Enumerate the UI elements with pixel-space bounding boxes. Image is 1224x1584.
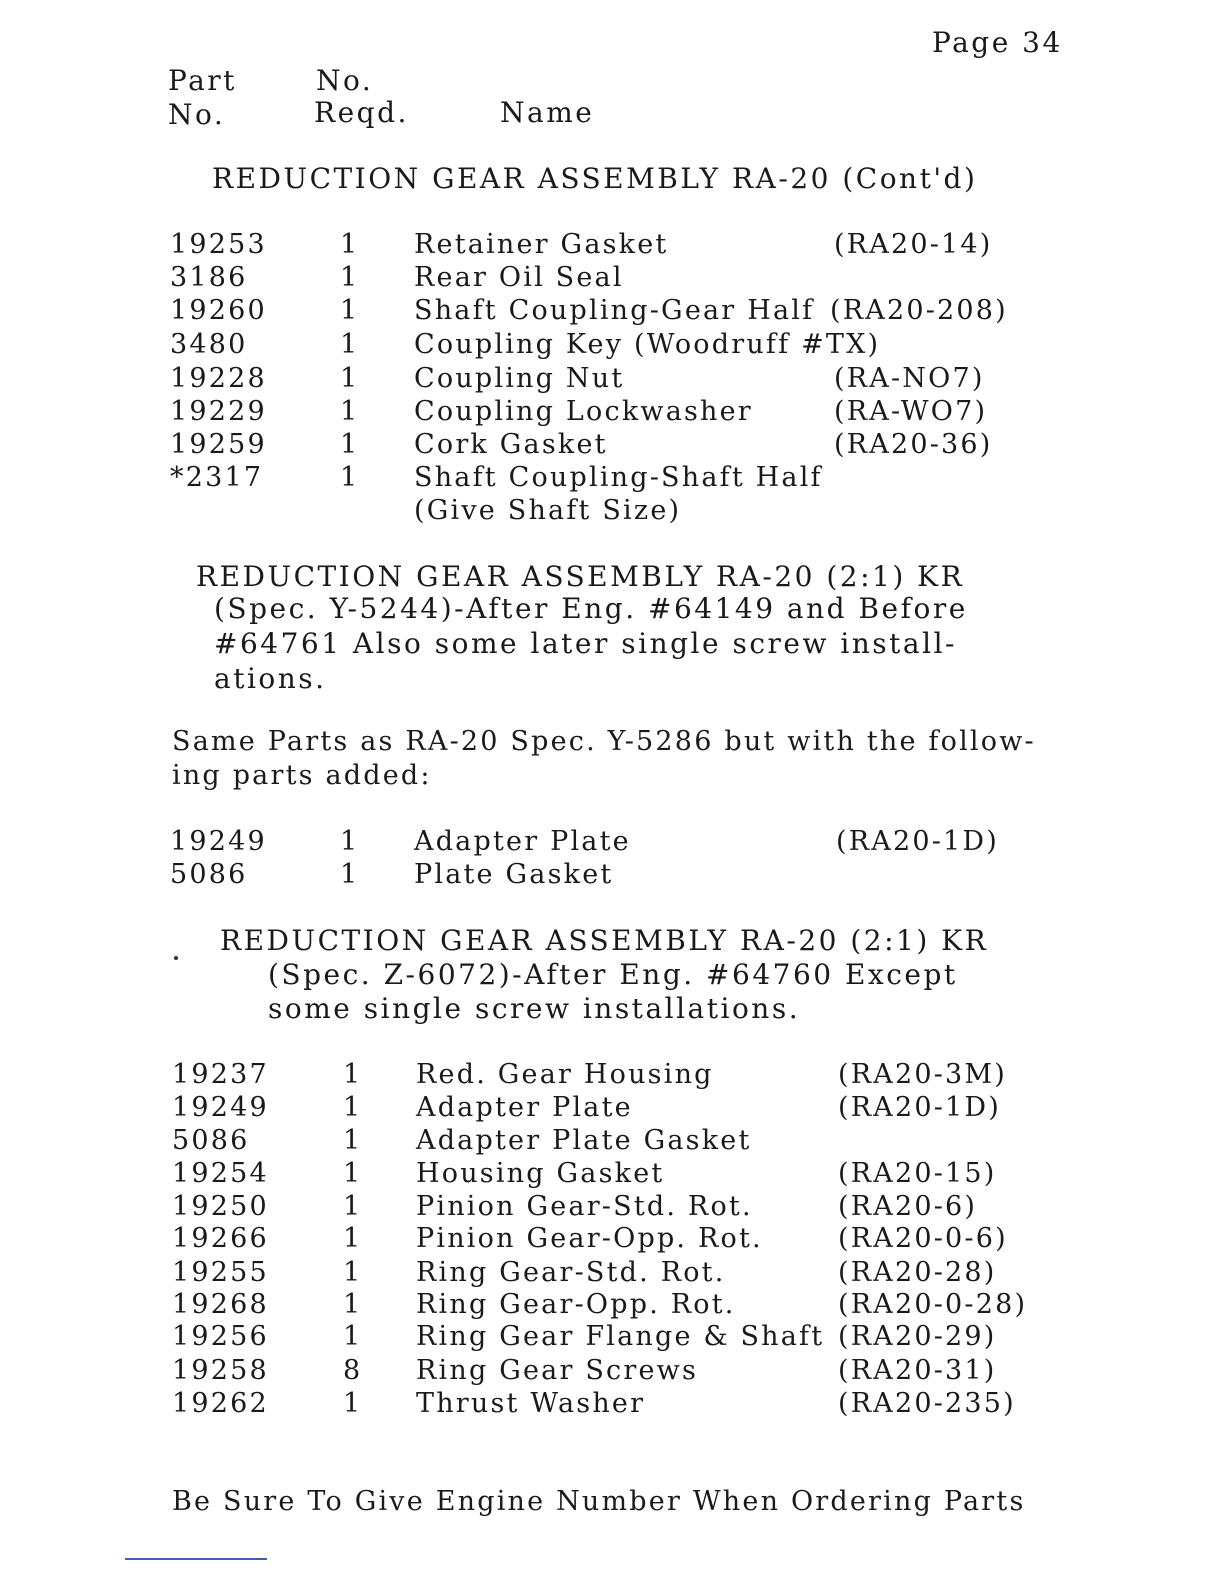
header-part-line1: Part <box>168 64 237 97</box>
section3-title-line: REDUCTION GEAR ASSEMBLY RA-20 (2:1) KR <box>220 924 989 957</box>
footer-note: Be Sure To Give Engine Number When Ordering Parts <box>172 1486 1026 1517</box>
reference-code: (RA20-28) <box>838 1257 997 1288</box>
part-number: 19255 <box>172 1257 269 1288</box>
part-name: Rear Oil Seal <box>414 262 624 293</box>
table-row <box>0 825 1224 858</box>
header-name: Name <box>500 96 595 129</box>
quantity: 1 <box>340 429 360 460</box>
section3-title-line: (Spec. Z-6072)-After Eng. #64760 Except <box>268 958 958 991</box>
part-name: Coupling Nut <box>414 363 625 394</box>
quantity: 1 <box>340 262 360 293</box>
reference-code: (RA20-14) <box>834 229 993 260</box>
part-name: Cork Gasket <box>414 429 608 460</box>
header-reqd-line2: Reqd. <box>314 96 409 129</box>
reference-code: (RA20-208) <box>830 295 1008 326</box>
table-row <box>0 362 1224 395</box>
part-number: 19268 <box>172 1289 269 1320</box>
page-edge-line <box>125 1558 267 1560</box>
part-name: Ring Gear-Opp. Rot. <box>416 1289 736 1320</box>
section2-title-line: (Spec. Y-5244)-After Eng. #64149 and Before <box>214 592 968 625</box>
part-number: 19266 <box>172 1223 269 1254</box>
header-part-line2: No. <box>168 98 226 131</box>
part-name: Shaft Coupling-Gear Half <box>414 295 815 326</box>
table-row <box>0 1256 1224 1289</box>
quantity: 1 <box>340 859 360 890</box>
quantity: 1 <box>343 1158 363 1189</box>
table-row <box>0 1091 1224 1124</box>
quantity: 1 <box>343 1321 363 1352</box>
part-number: 19237 <box>172 1059 269 1090</box>
part-name: Adapter Plate Gasket <box>416 1125 752 1156</box>
part-name: Plate Gasket <box>414 859 614 890</box>
table-row <box>0 1288 1224 1321</box>
table-row <box>0 328 1224 361</box>
quantity: 1 <box>343 1223 363 1254</box>
quantity: 1 <box>343 1092 363 1123</box>
part-number: 19229 <box>170 396 267 427</box>
table-row <box>0 1157 1224 1190</box>
table-row <box>0 261 1224 294</box>
part-number: 19256 <box>172 1321 269 1352</box>
part-number: 19259 <box>170 429 267 460</box>
section2-title-line: #64761 Also some later single screw install- <box>214 627 957 660</box>
quantity: 1 <box>340 329 360 360</box>
table-row <box>0 228 1224 261</box>
quantity: 1 <box>343 1059 363 1090</box>
part-name: Housing Gasket <box>416 1158 665 1189</box>
part-number: 19254 <box>172 1158 269 1189</box>
part-name: Pinion Gear-Opp. Rot. <box>416 1223 763 1254</box>
quantity: 8 <box>343 1355 363 1386</box>
table-row <box>0 461 1224 494</box>
section2-note-line: Same Parts as RA-20 Spec. Y-5286 but with the follow- <box>172 726 1036 757</box>
stray-mark <box>174 956 178 960</box>
table-row <box>0 1354 1224 1387</box>
section1-title: REDUCTION GEAR ASSEMBLY RA-20 (Cont'd) <box>212 162 978 195</box>
part-number: 5086 <box>170 859 248 890</box>
header-reqd-line1: No. <box>316 64 374 97</box>
table-row <box>0 1058 1224 1091</box>
reference-code: (RA20-0-6) <box>838 1223 1008 1254</box>
quantity: 1 <box>340 295 360 326</box>
part-name: Pinion Gear-Std. Rot. <box>416 1191 753 1222</box>
reference-code: (RA20-1D) <box>838 1092 1002 1123</box>
part-number: 19262 <box>172 1388 269 1419</box>
quantity: 1 <box>340 363 360 394</box>
part-number: 19260 <box>170 295 267 326</box>
part-number: 3186 <box>170 262 248 293</box>
reference-code: (RA-NO7) <box>834 363 985 394</box>
part-number: 5086 <box>172 1125 250 1156</box>
table-row <box>0 1222 1224 1255</box>
part-name: Ring Gear-Std. Rot. <box>416 1257 726 1288</box>
table-row <box>0 1124 1224 1157</box>
quantity: 1 <box>343 1257 363 1288</box>
part-name: Ring Gear Flange & Shaft <box>416 1321 825 1352</box>
part-number: 3480 <box>170 329 248 360</box>
reference-code: (RA20-6) <box>838 1191 978 1222</box>
reference-code: (RA20-0-28) <box>838 1289 1028 1320</box>
part-number: 19250 <box>172 1191 269 1222</box>
part-name: Ring Gear Screws <box>416 1355 699 1386</box>
section3-title-line: some single screw installations. <box>268 992 801 1025</box>
part-name: Red. Gear Housing <box>416 1059 714 1090</box>
reference-code: (RA20-31) <box>838 1355 997 1386</box>
part-name: Adapter Plate <box>414 826 631 857</box>
part-name: (Give Shaft Size) <box>414 495 682 526</box>
table-row <box>0 294 1224 327</box>
part-number: 19228 <box>170 363 267 394</box>
table-row <box>0 1387 1224 1420</box>
reference-code: (RA20-1D) <box>836 826 1000 857</box>
part-number: 19249 <box>170 826 267 857</box>
part-name: Thrust Washer <box>416 1388 646 1419</box>
quantity: 1 <box>343 1388 363 1419</box>
quantity: 1 <box>343 1289 363 1320</box>
quantity: 1 <box>340 229 360 260</box>
part-name: Coupling Lockwasher <box>414 396 753 427</box>
page-number: Page 34 <box>932 26 1063 59</box>
part-name: Adapter Plate <box>416 1092 633 1123</box>
reference-code: (RA-WO7) <box>834 396 988 427</box>
part-name: Shaft Coupling-Shaft Half <box>414 462 823 493</box>
reference-code: (RA20-15) <box>838 1158 997 1189</box>
section2-title-line: ations. <box>214 662 327 695</box>
part-number: 19249 <box>172 1092 269 1123</box>
part-number: 19253 <box>170 229 267 260</box>
table-row <box>0 428 1224 461</box>
table-row <box>0 494 1224 527</box>
reference-code: (RA20-36) <box>834 429 993 460</box>
part-number: *2317 <box>170 462 264 493</box>
part-number: 19258 <box>172 1355 269 1386</box>
reference-code: (RA20-3M) <box>838 1059 1007 1090</box>
quantity: 1 <box>340 462 360 493</box>
table-row <box>0 395 1224 428</box>
reference-code: (RA20-235) <box>838 1388 1016 1419</box>
section2-note-line: ing parts added: <box>172 760 432 791</box>
table-row <box>0 858 1224 891</box>
quantity: 1 <box>340 826 360 857</box>
table-row <box>0 1320 1224 1353</box>
reference-code: (RA20-29) <box>838 1321 997 1352</box>
quantity: 1 <box>343 1125 363 1156</box>
quantity: 1 <box>343 1191 363 1222</box>
quantity: 1 <box>340 396 360 427</box>
section2-title-line: REDUCTION GEAR ASSEMBLY RA-20 (2:1) KR <box>196 560 965 593</box>
part-name: Retainer Gasket <box>414 229 669 260</box>
table-row <box>0 1190 1224 1223</box>
part-name: Coupling Key (Woodruff #TX) <box>414 329 881 360</box>
